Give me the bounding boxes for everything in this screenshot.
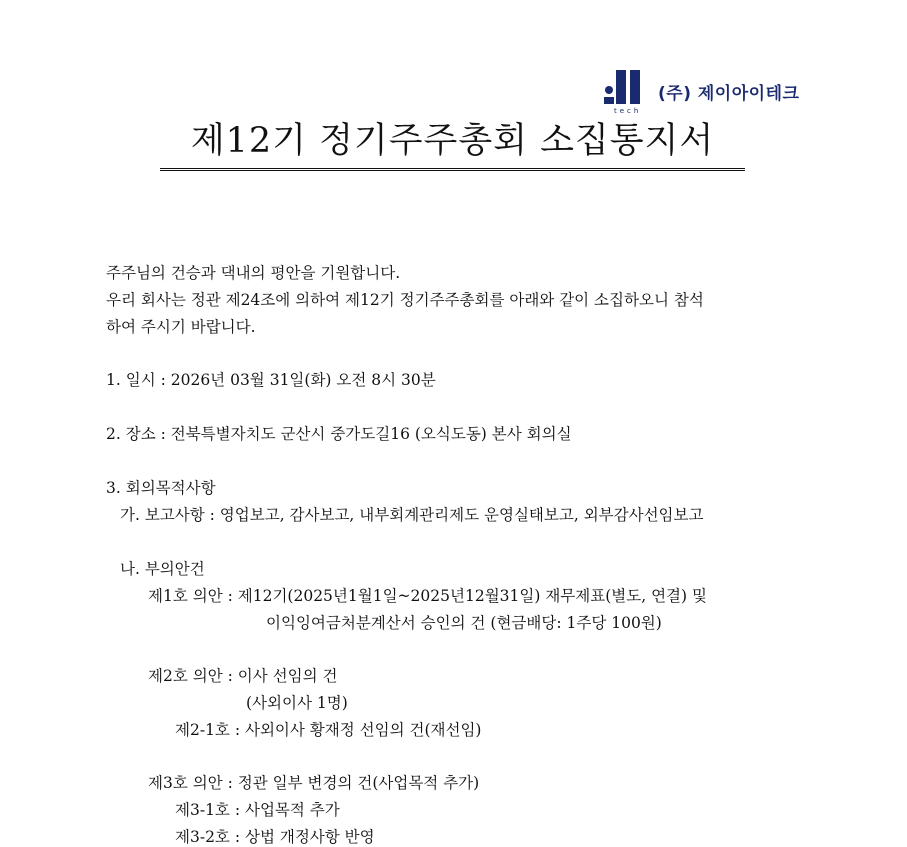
company-name: (주) 제이아이테크: [658, 84, 800, 104]
agenda-2-line-1: 제2호 의안 : 이사 선임의 건: [148, 667, 338, 685]
agenda-2-1: 제2-1호 : 사외이사 황재정 선임의 건(재선임): [175, 721, 482, 739]
meeting-place: 2. 장소 : 전북특별자치도 군산시 중가도길16 (오식도동) 본사 회의실: [106, 425, 572, 443]
greeting-line-1: 주주님의 건승과 댁내의 평안을 기원합니다.: [106, 264, 401, 282]
greeting-line-3: 하여 주시기 바랍니다.: [106, 318, 256, 336]
greeting-line-2: 우리 회사는 정관 제24조에 의하여 제12기 정기주주총회를 아래와 같이 소집하오니 참석: [106, 291, 704, 309]
svg-text:tech: tech: [614, 107, 642, 114]
document-title-block: [160, 118, 745, 171]
purpose-heading: 3. 회의목적사항: [106, 479, 216, 497]
document-title: 제12기 정기주주총회 소집통지서: [190, 121, 715, 161]
agenda-1-line-2: 이익잉여금처분계산서 승인의 건 (현금배당: 1주당 100원): [266, 614, 662, 632]
report-items: 가. 보고사항 : 영업보고, 감사보고, 내부회계관리제도 운영실태보고, 외부감사선임보고: [120, 506, 704, 524]
agenda-1-line-1: 제1호 의안 : 제12기(2025년1월1일~2025년12월31일) 재무제표(별도, 연결) 및: [148, 587, 707, 605]
meeting-date: 1. 일시 : 2026년 03월 31일(화) 오전 8시 30분: [106, 371, 436, 389]
resolution-heading: 나. 부의안건: [120, 560, 205, 578]
agenda-2-line-2: (사외이사 1명): [246, 694, 348, 712]
agenda-3-2: 제3-2호 : 상법 개정사항 반영: [175, 828, 375, 846]
jj-tech-logo-icon: [604, 68, 652, 114]
agenda-3-1: 제3-1호 : 사업목적 추가: [175, 801, 340, 819]
company-logo: [604, 68, 804, 114]
agenda-3: 제3호 의안 : 정관 일부 변경의 건(사업목적 추가): [148, 774, 480, 792]
